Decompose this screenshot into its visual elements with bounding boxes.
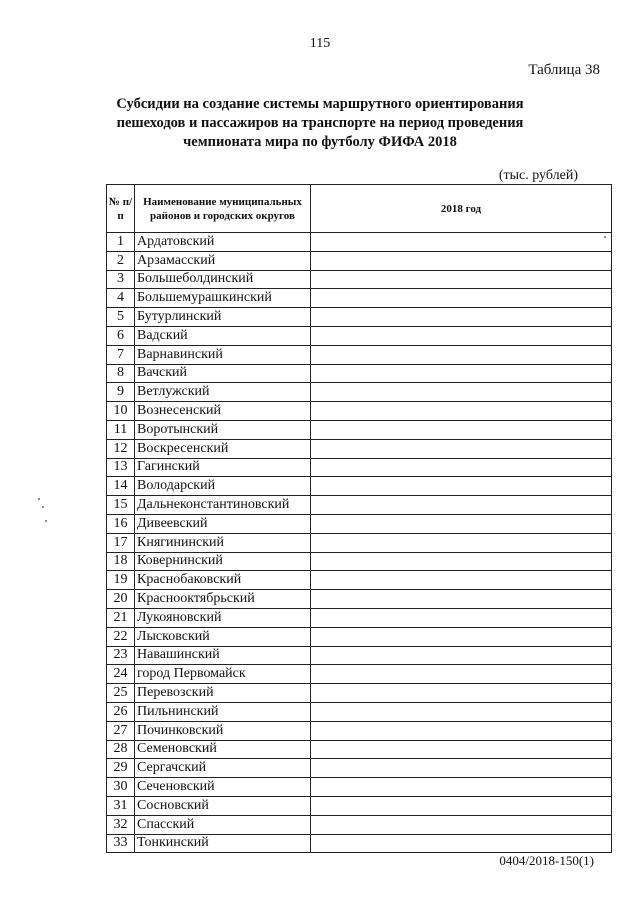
table-row bbox=[107, 684, 612, 703]
row-name: Сеченовский bbox=[135, 778, 311, 797]
row-value bbox=[311, 514, 612, 533]
row-number: 4 bbox=[107, 289, 135, 308]
table-row bbox=[107, 571, 612, 590]
table-row bbox=[107, 759, 612, 778]
row-value bbox=[311, 308, 612, 327]
row-number: 8 bbox=[107, 364, 135, 383]
row-name: Тонкинский bbox=[135, 834, 311, 853]
row-number: 33 bbox=[107, 834, 135, 853]
table-row bbox=[107, 627, 612, 646]
row-name: Навашинский bbox=[135, 646, 311, 665]
table-row bbox=[107, 402, 612, 421]
table-row bbox=[107, 308, 612, 327]
row-value bbox=[311, 740, 612, 759]
header-name: Наименование муниципальных районов и городских округов bbox=[135, 185, 311, 233]
row-name: Дивеевский bbox=[135, 514, 311, 533]
row-number: 30 bbox=[107, 778, 135, 797]
row-value bbox=[311, 590, 612, 609]
row-name: Варнавинский bbox=[135, 345, 311, 364]
row-number: 27 bbox=[107, 721, 135, 740]
row-name: Семеновский bbox=[135, 740, 311, 759]
row-number: 6 bbox=[107, 326, 135, 345]
row-name: Арзамасский bbox=[135, 251, 311, 270]
row-value bbox=[311, 270, 612, 289]
table-row bbox=[107, 815, 612, 834]
row-name: Пильнинский bbox=[135, 702, 311, 721]
table-row bbox=[107, 514, 612, 533]
table-row bbox=[107, 251, 612, 270]
table-row bbox=[107, 458, 612, 477]
scan-speck bbox=[45, 520, 47, 522]
table-row bbox=[107, 345, 612, 364]
row-number: 19 bbox=[107, 571, 135, 590]
row-number: 21 bbox=[107, 608, 135, 627]
row-number: 5 bbox=[107, 308, 135, 327]
row-value bbox=[311, 383, 612, 402]
row-name: Краснооктябрьский bbox=[135, 590, 311, 609]
page-number: 115 bbox=[309, 36, 331, 51]
table-row bbox=[107, 608, 612, 627]
document-code: 0404/2018-150(1) bbox=[499, 853, 594, 868]
row-number: 24 bbox=[107, 665, 135, 684]
row-value bbox=[311, 796, 612, 815]
row-number: 2 bbox=[107, 251, 135, 270]
row-value bbox=[311, 458, 612, 477]
document-title bbox=[60, 95, 580, 152]
row-name: Княгининский bbox=[135, 533, 311, 552]
row-name: Лукояновский bbox=[135, 608, 311, 627]
row-number: 14 bbox=[107, 477, 135, 496]
row-number: 12 bbox=[107, 439, 135, 458]
table-header-row bbox=[107, 185, 612, 233]
title-line: Субсидии на создание системы маршрутного ориентирования bbox=[116, 96, 524, 112]
table-row bbox=[107, 702, 612, 721]
row-number: 9 bbox=[107, 383, 135, 402]
row-value bbox=[311, 402, 612, 421]
row-name: Починковский bbox=[135, 721, 311, 740]
row-name: Воротынский bbox=[135, 420, 311, 439]
row-value bbox=[311, 721, 612, 740]
row-value bbox=[311, 364, 612, 383]
table-row bbox=[107, 590, 612, 609]
row-value bbox=[311, 684, 612, 703]
row-value bbox=[311, 420, 612, 439]
row-number: 7 bbox=[107, 345, 135, 364]
row-value bbox=[311, 815, 612, 834]
row-number: 15 bbox=[107, 496, 135, 515]
row-name: Воскресенский bbox=[135, 439, 311, 458]
table-row bbox=[107, 665, 612, 684]
table-row bbox=[107, 834, 612, 853]
subsidy-table bbox=[106, 184, 612, 853]
row-number: 31 bbox=[107, 796, 135, 815]
row-number: 11 bbox=[107, 420, 135, 439]
row-value bbox=[311, 702, 612, 721]
row-value bbox=[311, 759, 612, 778]
row-number: 23 bbox=[107, 646, 135, 665]
row-value bbox=[311, 665, 612, 684]
row-name: Вознесенский bbox=[135, 402, 311, 421]
table-row bbox=[107, 439, 612, 458]
row-number: 17 bbox=[107, 533, 135, 552]
row-value bbox=[311, 477, 612, 496]
row-number: 3 bbox=[107, 270, 135, 289]
table-row bbox=[107, 552, 612, 571]
table-label: Таблица 38 bbox=[528, 62, 600, 78]
row-value bbox=[311, 608, 612, 627]
row-name: Ковернинский bbox=[135, 552, 311, 571]
row-number: 22 bbox=[107, 627, 135, 646]
row-name: Сергачский bbox=[135, 759, 311, 778]
row-name: Володарский bbox=[135, 477, 311, 496]
row-number: 20 bbox=[107, 590, 135, 609]
header-number: № п/п bbox=[107, 185, 135, 233]
table-row bbox=[107, 364, 612, 383]
table-row bbox=[107, 420, 612, 439]
row-number: 10 bbox=[107, 402, 135, 421]
table-row bbox=[107, 383, 612, 402]
row-value bbox=[311, 251, 612, 270]
title-line: пешеходов и пассажиров на транспорте на период проведения bbox=[116, 115, 524, 131]
row-number: 25 bbox=[107, 684, 135, 703]
row-number: 26 bbox=[107, 702, 135, 721]
row-value bbox=[311, 627, 612, 646]
units-label: (тыс. рублей) bbox=[498, 168, 578, 183]
scan-speck bbox=[604, 236, 606, 238]
table-row bbox=[107, 740, 612, 759]
row-number: 28 bbox=[107, 740, 135, 759]
table-row bbox=[107, 796, 612, 815]
table-row bbox=[107, 233, 612, 252]
row-name: Вадский bbox=[135, 326, 311, 345]
row-value bbox=[311, 533, 612, 552]
table-row bbox=[107, 270, 612, 289]
scan-speck bbox=[42, 506, 44, 508]
row-value bbox=[311, 233, 612, 252]
row-name: Вачский bbox=[135, 364, 311, 383]
header-year: 2018 год bbox=[311, 185, 612, 233]
row-value bbox=[311, 439, 612, 458]
row-number: 32 bbox=[107, 815, 135, 834]
row-name: Ветлужский bbox=[135, 383, 311, 402]
row-name: Перевозский bbox=[135, 684, 311, 703]
table-row bbox=[107, 326, 612, 345]
row-name: Лысковский bbox=[135, 627, 311, 646]
row-name: Гагинский bbox=[135, 458, 311, 477]
table-row bbox=[107, 646, 612, 665]
row-name: Большемурашкинский bbox=[135, 289, 311, 308]
table-row bbox=[107, 289, 612, 308]
row-value bbox=[311, 646, 612, 665]
row-number: 29 bbox=[107, 759, 135, 778]
row-value bbox=[311, 834, 612, 853]
table-row bbox=[107, 496, 612, 515]
table-row bbox=[107, 778, 612, 797]
row-name: Сосновский bbox=[135, 796, 311, 815]
title-line: чемпионата мира по футболу ФИФА 2018 bbox=[183, 134, 457, 150]
row-name: город Первомайск bbox=[135, 665, 311, 684]
table-body bbox=[107, 233, 612, 853]
row-name: Большеболдинский bbox=[135, 270, 311, 289]
row-value bbox=[311, 552, 612, 571]
row-number: 13 bbox=[107, 458, 135, 477]
row-number: 18 bbox=[107, 552, 135, 571]
row-name: Ардатовский bbox=[135, 233, 311, 252]
scan-speck bbox=[38, 498, 40, 500]
row-value bbox=[311, 345, 612, 364]
table-row bbox=[107, 477, 612, 496]
row-name: Бутурлинский bbox=[135, 308, 311, 327]
row-number: 1 bbox=[107, 233, 135, 252]
row-value bbox=[311, 326, 612, 345]
row-value bbox=[311, 289, 612, 308]
row-name: Дальнеконстантиновский bbox=[135, 496, 311, 515]
row-value bbox=[311, 496, 612, 515]
table-row bbox=[107, 533, 612, 552]
table-row bbox=[107, 721, 612, 740]
row-name: Краснобаковский bbox=[135, 571, 311, 590]
row-number: 16 bbox=[107, 514, 135, 533]
row-name: Спасский bbox=[135, 815, 311, 834]
row-value bbox=[311, 778, 612, 797]
row-value bbox=[311, 571, 612, 590]
